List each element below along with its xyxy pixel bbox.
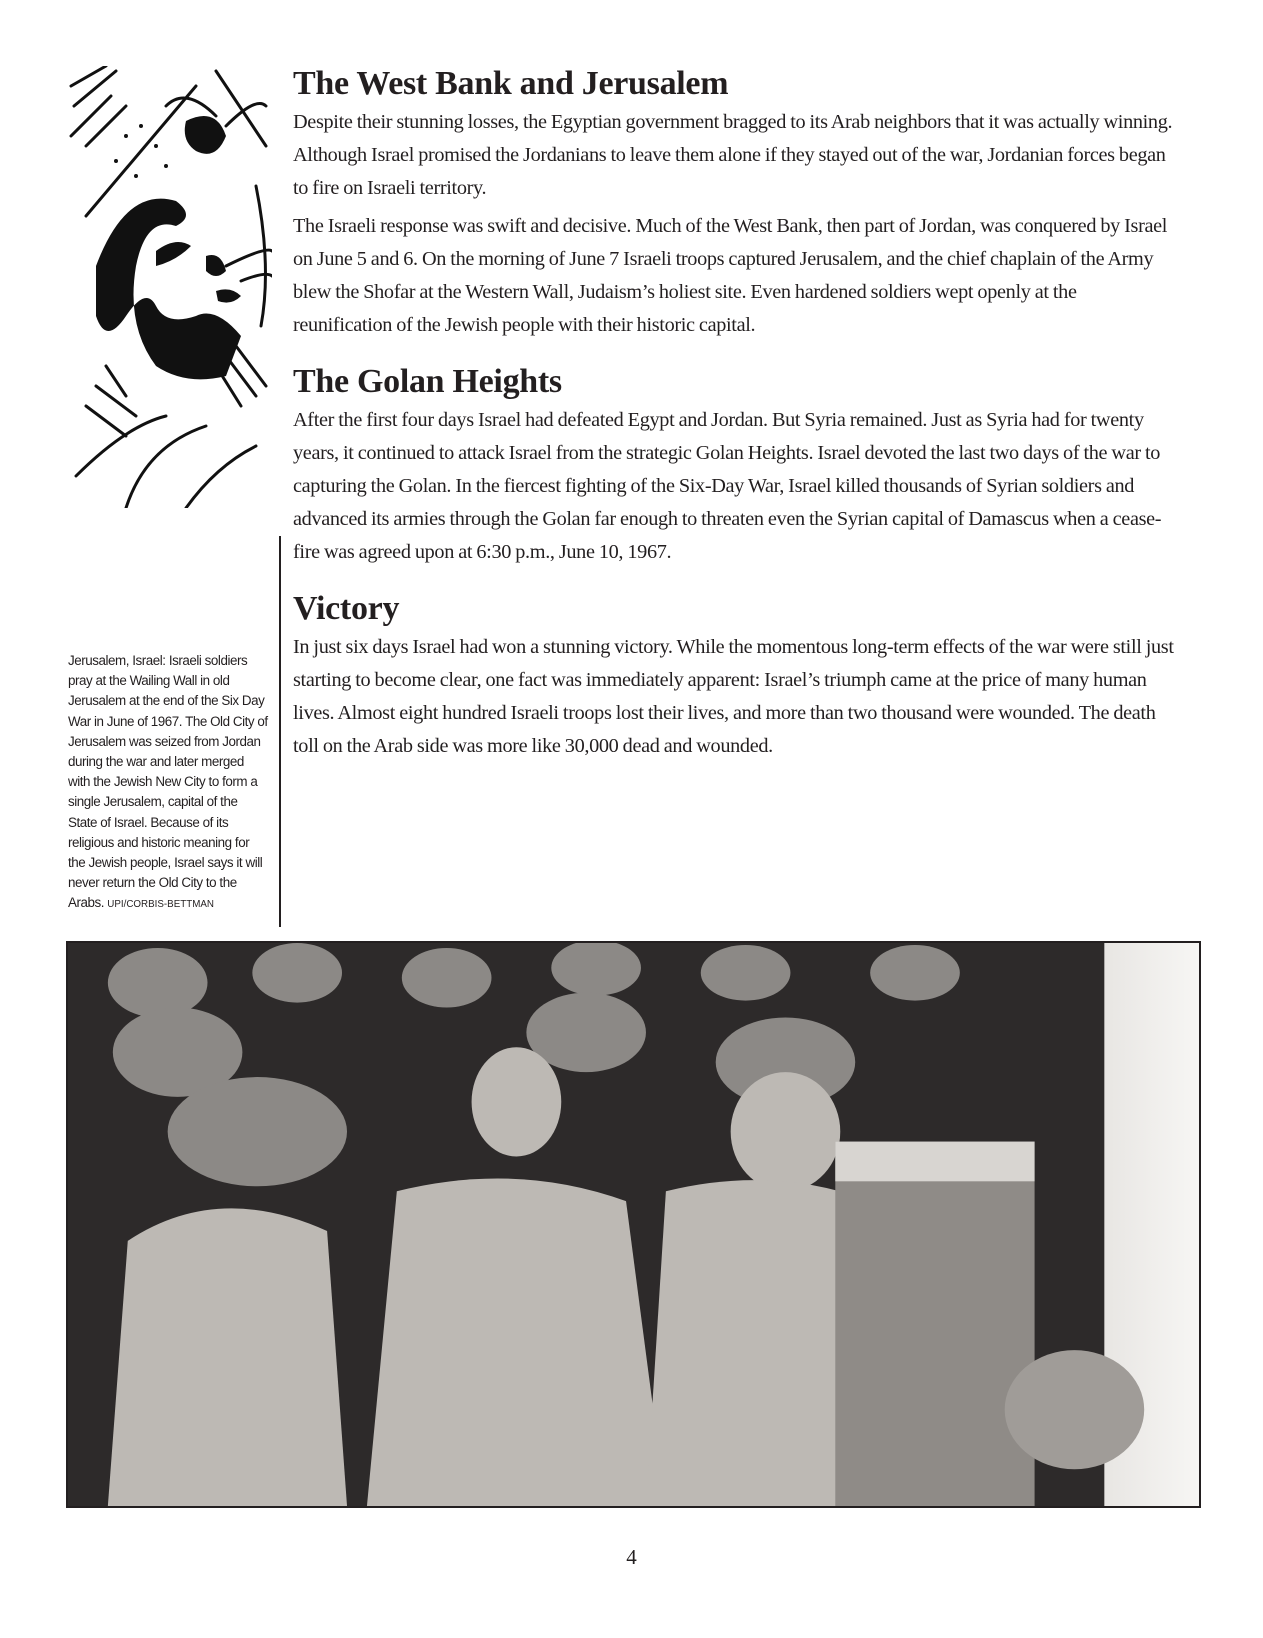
soldier-sketch-illustration: [66, 66, 272, 508]
photo-image: [68, 943, 1199, 1506]
section-heading: The Golan Heights: [293, 363, 562, 400]
western-wall-photo: [66, 941, 1201, 1508]
section-heading: Victory: [293, 590, 400, 627]
section-west-bank: [293, 62, 1179, 342]
photo-caption: [68, 651, 268, 916]
section-golan-heights: [293, 360, 1179, 569]
sketch-drawing: [66, 66, 272, 508]
page-number: 4: [626, 1545, 637, 1569]
caption-divider: [279, 536, 281, 927]
paragraph: After the first four days Israel had defeated Egypt and Jordan. But Syria remained. Just as Syria had for twenty years, it continued to attack Israel from the strategic Golan Heights. Israel devoted the last two days of the war to capturing the Golan. In the fiercest fighting of the Six-Day War, Israel killed thousands of Syrian soldiers and advanced its armies through the Golan far enough to threaten even the Syrian capital of Damascus when a cease-fire was agreed upon at 6:30 p.m., June 10, 1967.: [293, 409, 1162, 563]
section-heading: The West Bank and Jerusalem: [293, 65, 729, 102]
section-victory: [293, 587, 1179, 763]
paragraph: In just six days Israel had won a stunning victory. While the momentous long-term effects of the war were still just starting to become clear, one fact was immediately apparent: Israel’s triumph came at the price of many human lives. Almost eight hundred Israeli troops lost their lives, and more than two thousand were wounded. The death toll on the Arab side was more like 30,000 dead and wounded.: [293, 636, 1174, 757]
paragraph: Despite their stunning losses, the Egyptian government bragged to its Arab neighbors that it was actually winning. Although Israel promised the Jordanians to leave them alone if they stayed out of the war, Jordanian forces began to fire on Israeli territory.: [293, 111, 1173, 199]
article-body: [293, 62, 1179, 781]
caption-text: Jerusalem, Israel: Israeli soldiers pray at the Wailing Wall in old Jerusalem at the end of the Six Day War in June of 1967. The Old City of Jerusalem was seized from Jordan during the war and later merged with the Jewish New City to form a single Jerusalem, capital of the State of Israel. Because of its religious and historic meaning for the Jewish people, Israel says it will never return the Old City to the Arabs.: [68, 653, 268, 911]
photo-credit: UPI/CORBIS-BETTMAN: [107, 899, 214, 911]
paragraph: The Israeli response was swift and decisive. Much of the West Bank, then part of Jordan, was conquered by Israel on June 5 and 6. On the morning of June 7 Israeli troops captured Jerusalem, and the chief chaplain of the Army blew the Shofar at the Western Wall, Judaism’s holiest site. Even hardened soldiers wept openly at the reunification of the Jewish people with their historic capital.: [293, 215, 1168, 336]
